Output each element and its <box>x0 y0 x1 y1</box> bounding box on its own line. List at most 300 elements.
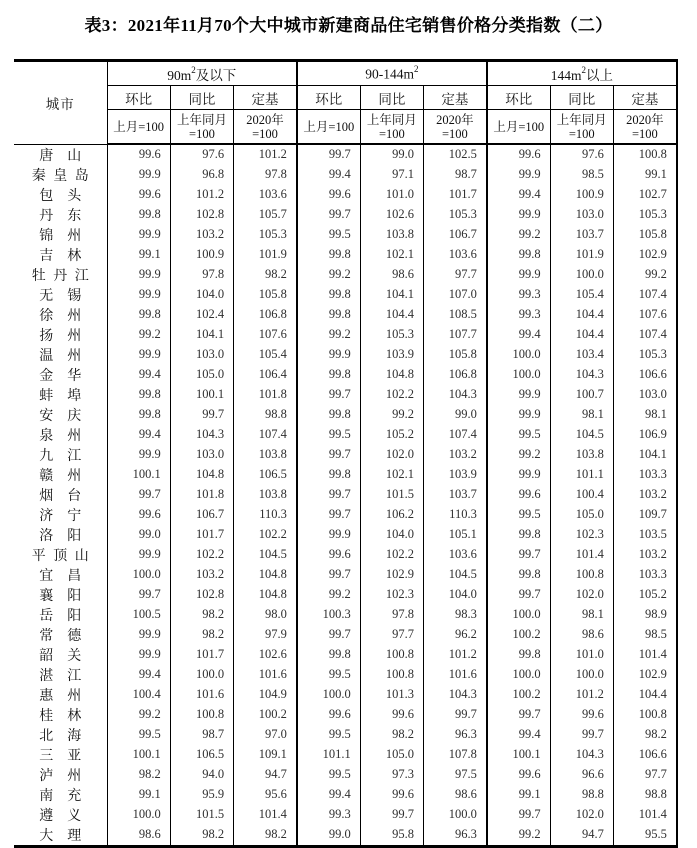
index-value: 99.5 <box>297 225 360 245</box>
index-value: 100.9 <box>170 245 233 265</box>
table-row <box>14 165 677 185</box>
index-value: 101.4 <box>613 805 676 825</box>
base-header-2020 <box>424 110 487 145</box>
index-value: 97.1 <box>360 165 423 185</box>
table-row <box>14 285 677 305</box>
index-value: 99.6 <box>487 144 550 165</box>
city-name <box>14 165 107 185</box>
index-value: 99.7 <box>487 585 550 605</box>
index-value: 99.0 <box>360 144 423 165</box>
index-value: 103.9 <box>424 465 487 485</box>
index-value: 99.8 <box>297 305 360 325</box>
city-name <box>14 545 107 565</box>
index-value: 100.4 <box>107 685 170 705</box>
city-name <box>14 144 107 165</box>
index-value: 99.9 <box>107 285 170 305</box>
index-value: 98.7 <box>170 725 233 745</box>
city-name-text: 湛 江 <box>39 668 82 684</box>
index-value: 101.7 <box>170 525 233 545</box>
base-line: 上月=100 <box>303 119 355 134</box>
table-row <box>14 325 677 345</box>
city-name <box>14 525 107 545</box>
index-value: 99.2 <box>487 225 550 245</box>
index-value: 103.2 <box>424 445 487 465</box>
page-title: 表3：2021年11月70个大中城市新建商品住宅销售价格分类指数（二） <box>84 16 613 35</box>
index-value: 94.7 <box>234 765 297 785</box>
index-value: 99.5 <box>297 665 360 685</box>
table-row <box>14 685 677 705</box>
index-value: 104.8 <box>234 565 297 585</box>
index-value: 105.3 <box>234 225 297 245</box>
index-value: 104.3 <box>170 425 233 445</box>
index-value: 99.8 <box>297 405 360 425</box>
index-value: 104.3 <box>550 745 613 765</box>
index-value: 105.3 <box>613 345 676 365</box>
table-row <box>14 265 677 285</box>
index-value: 99.7 <box>550 725 613 745</box>
index-value: 110.3 <box>424 505 487 525</box>
index-value: 109.1 <box>234 745 297 765</box>
index-value: 104.0 <box>424 585 487 605</box>
index-value: 96.8 <box>170 165 233 185</box>
base-header-prev-month <box>107 110 170 145</box>
index-value: 99.6 <box>297 185 360 205</box>
index-value: 99.6 <box>360 785 423 805</box>
index-value: 98.2 <box>170 825 233 847</box>
base-header-prev-year <box>170 110 233 145</box>
index-value: 100.0 <box>550 665 613 685</box>
city-name <box>14 465 107 485</box>
index-value: 99.7 <box>297 144 360 165</box>
index-value: 101.3 <box>360 685 423 705</box>
index-value: 100.0 <box>170 665 233 685</box>
index-value: 100.8 <box>613 705 676 725</box>
index-value: 101.8 <box>234 385 297 405</box>
index-value: 98.6 <box>550 625 613 645</box>
city-name <box>14 665 107 685</box>
index-value: 103.7 <box>550 225 613 245</box>
table-row <box>14 345 677 365</box>
measure-header-fixed-base: 定基 <box>424 86 487 110</box>
index-value: 102.8 <box>170 205 233 225</box>
index-value: 97.7 <box>424 265 487 285</box>
index-value: 107.4 <box>613 285 676 305</box>
table-row <box>14 485 677 505</box>
index-value: 102.2 <box>170 545 233 565</box>
table-row <box>14 805 677 825</box>
index-value: 101.8 <box>170 485 233 505</box>
table-row <box>14 725 677 745</box>
city-name <box>14 205 107 225</box>
index-value: 100.1 <box>107 465 170 485</box>
base-line: 上月=100 <box>493 119 545 134</box>
city-name <box>14 365 107 385</box>
index-value: 104.1 <box>360 285 423 305</box>
index-value: 99.8 <box>297 285 360 305</box>
index-value: 104.3 <box>550 365 613 385</box>
index-value: 105.8 <box>424 345 487 365</box>
index-value: 103.3 <box>613 565 676 585</box>
city-name <box>14 185 107 205</box>
index-value: 104.8 <box>234 585 297 605</box>
index-value: 99.6 <box>107 185 170 205</box>
base-line: =100 <box>252 126 278 141</box>
index-value: 99.9 <box>107 265 170 285</box>
index-value: 107.7 <box>424 325 487 345</box>
index-value: 101.0 <box>360 185 423 205</box>
index-value: 99.8 <box>107 305 170 325</box>
index-value: 99.7 <box>487 545 550 565</box>
table-body <box>14 144 677 846</box>
index-value: 99.3 <box>487 285 550 305</box>
base-line: 上年同月 <box>556 112 607 127</box>
index-value: 101.6 <box>170 685 233 705</box>
index-value: 99.7 <box>297 625 360 645</box>
index-value: 104.5 <box>424 565 487 585</box>
index-value: 107.8 <box>424 745 487 765</box>
index-value: 104.5 <box>550 425 613 445</box>
index-value: 99.8 <box>107 385 170 405</box>
index-value: 105.8 <box>234 285 297 305</box>
index-value: 99.7 <box>297 385 360 405</box>
index-value: 97.3 <box>360 765 423 785</box>
index-value: 99.6 <box>107 144 170 165</box>
city-name <box>14 445 107 465</box>
city-name-text: 济 宁 <box>39 508 82 524</box>
index-value: 101.5 <box>360 485 423 505</box>
base-header-prev-month <box>297 110 360 145</box>
city-name-text: 安 庆 <box>39 408 82 424</box>
city-name-text: 牡丹江 <box>31 268 89 284</box>
base-header-prev-year <box>550 110 613 145</box>
index-value: 107.6 <box>234 325 297 345</box>
index-value: 99.9 <box>487 385 550 405</box>
index-value: 99.7 <box>487 705 550 725</box>
city-name-text: 秦皇岛 <box>31 168 89 184</box>
index-value: 100.0 <box>297 685 360 705</box>
index-value: 103.6 <box>424 245 487 265</box>
index-value: 103.0 <box>550 205 613 225</box>
index-value: 103.9 <box>360 345 423 365</box>
group-header-90-144 <box>297 61 487 86</box>
city-name <box>14 805 107 825</box>
index-value: 102.8 <box>170 585 233 605</box>
base-line: 2020年 <box>246 112 284 127</box>
index-value: 99.9 <box>107 545 170 565</box>
index-value: 98.5 <box>550 165 613 185</box>
city-name-text: 吉 林 <box>39 248 82 264</box>
index-value: 99.4 <box>487 185 550 205</box>
index-value: 102.0 <box>550 805 613 825</box>
index-value: 103.2 <box>170 225 233 245</box>
city-name-text: 徐 州 <box>39 308 82 324</box>
index-value: 101.4 <box>550 545 613 565</box>
index-value: 104.4 <box>613 685 676 705</box>
index-value: 99.8 <box>297 365 360 385</box>
index-value: 95.6 <box>234 785 297 805</box>
index-value: 101.9 <box>234 245 297 265</box>
city-name <box>14 505 107 525</box>
index-value: 102.0 <box>360 445 423 465</box>
index-value: 99.8 <box>487 645 550 665</box>
index-value: 99.6 <box>487 485 550 505</box>
index-value: 100.1 <box>487 745 550 765</box>
index-value: 100.8 <box>550 565 613 585</box>
index-value: 100.0 <box>107 805 170 825</box>
index-value: 99.1 <box>107 785 170 805</box>
index-value: 100.8 <box>360 665 423 685</box>
index-value: 101.7 <box>424 185 487 205</box>
index-value: 99.9 <box>297 345 360 365</box>
city-name <box>14 485 107 505</box>
index-value: 99.8 <box>107 405 170 425</box>
index-value: 97.9 <box>234 625 297 645</box>
index-value: 99.5 <box>297 725 360 745</box>
city-name-text: 包 头 <box>39 188 82 204</box>
index-value: 100.2 <box>487 625 550 645</box>
index-value: 104.1 <box>613 445 676 465</box>
index-value: 104.4 <box>360 305 423 325</box>
index-value: 99.5 <box>487 425 550 445</box>
index-value: 97.6 <box>550 144 613 165</box>
index-value: 103.3 <box>613 465 676 485</box>
base-header-prev-year <box>360 110 423 145</box>
index-value: 99.3 <box>297 805 360 825</box>
city-name <box>14 265 107 285</box>
index-value: 99.5 <box>107 725 170 745</box>
index-value: 99.4 <box>107 425 170 445</box>
index-value: 104.4 <box>550 305 613 325</box>
city-name-text: 洛 阳 <box>39 528 82 544</box>
index-value: 94.0 <box>170 765 233 785</box>
sq-meter-sup: 2 <box>191 65 196 75</box>
base-header-2020 <box>234 110 297 145</box>
index-value: 107.4 <box>234 425 297 445</box>
group-label: 90-144m <box>365 66 414 82</box>
index-value: 99.2 <box>297 265 360 285</box>
index-value: 99.0 <box>297 825 360 847</box>
index-value: 101.2 <box>550 685 613 705</box>
index-value: 106.8 <box>234 305 297 325</box>
city-name-text: 唐 山 <box>39 148 82 164</box>
base-line: 上月=100 <box>113 119 165 134</box>
index-value: 99.6 <box>360 705 423 725</box>
index-value: 101.2 <box>234 144 297 165</box>
index-value: 106.4 <box>234 365 297 385</box>
index-value: 100.8 <box>170 705 233 725</box>
index-value: 103.8 <box>550 445 613 465</box>
index-value: 98.7 <box>424 165 487 185</box>
index-value: 100.0 <box>487 605 550 625</box>
index-value: 102.3 <box>550 525 613 545</box>
index-value: 100.0 <box>550 265 613 285</box>
city-name <box>14 585 107 605</box>
index-value: 105.0 <box>550 505 613 525</box>
city-name-text: 锦 州 <box>39 228 82 244</box>
index-value: 100.4 <box>550 485 613 505</box>
index-value: 101.9 <box>550 245 613 265</box>
city-name <box>14 405 107 425</box>
base-line: 上年同月 <box>176 112 227 127</box>
index-value: 107.6 <box>613 305 676 325</box>
city-name <box>14 425 107 445</box>
table-row <box>14 445 677 465</box>
index-value: 104.5 <box>234 545 297 565</box>
index-value: 99.5 <box>297 425 360 445</box>
index-value: 99.2 <box>360 405 423 425</box>
city-name <box>14 325 107 345</box>
index-value: 99.4 <box>297 165 360 185</box>
table-row <box>14 525 677 545</box>
index-value: 101.1 <box>550 465 613 485</box>
sq-meter-sup: 2 <box>581 65 586 75</box>
index-value: 98.8 <box>234 405 297 425</box>
index-value: 102.1 <box>360 465 423 485</box>
index-value: 98.6 <box>424 785 487 805</box>
index-value: 99.2 <box>613 265 676 285</box>
city-name-text: 三 亚 <box>39 748 82 764</box>
index-value: 105.8 <box>613 225 676 245</box>
index-value: 99.3 <box>487 305 550 325</box>
index-value: 102.9 <box>613 245 676 265</box>
table-row <box>14 825 677 847</box>
city-name-text: 岳 阳 <box>39 608 82 624</box>
city-name <box>14 245 107 265</box>
table-row <box>14 625 677 645</box>
city-name-text: 金 华 <box>39 368 82 384</box>
index-value: 104.8 <box>360 365 423 385</box>
base-header-2020 <box>613 110 676 145</box>
index-value: 99.6 <box>550 705 613 725</box>
city-name <box>14 825 107 847</box>
index-value: 98.8 <box>613 785 676 805</box>
index-value: 106.9 <box>613 425 676 445</box>
index-value: 99.7 <box>424 705 487 725</box>
city-name-text: 大 理 <box>39 828 82 844</box>
index-value: 99.9 <box>487 405 550 425</box>
index-value: 106.7 <box>424 225 487 245</box>
city-name-text: 桂 林 <box>39 708 82 724</box>
index-value: 103.8 <box>234 445 297 465</box>
city-name <box>14 625 107 645</box>
index-value: 101.2 <box>424 645 487 665</box>
index-value: 98.2 <box>613 725 676 745</box>
index-value: 99.9 <box>107 625 170 645</box>
index-value: 97.7 <box>360 625 423 645</box>
index-value: 100.8 <box>360 645 423 665</box>
table-row <box>14 605 677 625</box>
index-value: 107.4 <box>613 325 676 345</box>
index-value: 99.8 <box>107 205 170 225</box>
index-value: 99.8 <box>487 565 550 585</box>
table-row <box>14 385 677 405</box>
city-name-text: 北 海 <box>39 728 82 744</box>
index-value: 99.4 <box>297 785 360 805</box>
index-value: 105.3 <box>360 325 423 345</box>
table-row <box>14 665 677 685</box>
index-value: 99.7 <box>297 505 360 525</box>
index-value: 99.2 <box>487 445 550 465</box>
index-value: 104.0 <box>170 285 233 305</box>
index-value: 100.1 <box>107 745 170 765</box>
index-value: 98.5 <box>613 625 676 645</box>
index-value: 102.5 <box>424 144 487 165</box>
index-value: 104.0 <box>360 525 423 545</box>
city-name-text: 惠 州 <box>39 688 82 704</box>
city-name-text: 韶 关 <box>39 648 82 664</box>
base-line: 2020年 <box>626 112 664 127</box>
index-value: 98.1 <box>550 605 613 625</box>
index-value: 100.2 <box>487 685 550 705</box>
table-row <box>14 645 677 665</box>
base-line: =100 <box>189 126 215 141</box>
base-line: =100 <box>442 126 468 141</box>
index-value: 102.2 <box>360 545 423 565</box>
index-value: 100.7 <box>550 385 613 405</box>
city-name <box>14 765 107 785</box>
index-value: 99.1 <box>613 165 676 185</box>
index-value: 98.6 <box>107 825 170 847</box>
city-name <box>14 605 107 625</box>
group-header-144-above <box>487 61 677 86</box>
measure-header-yoy: 同比 <box>170 86 233 110</box>
index-value: 102.2 <box>234 525 297 545</box>
index-value: 105.4 <box>234 345 297 365</box>
index-value: 99.9 <box>487 205 550 225</box>
index-value: 101.2 <box>170 185 233 205</box>
city-column-header: 城市 <box>14 61 107 145</box>
table-row <box>14 705 677 725</box>
index-value: 98.6 <box>360 265 423 285</box>
index-value: 105.2 <box>613 585 676 605</box>
table-row <box>14 305 677 325</box>
measure-header-fixed-base: 定基 <box>613 86 676 110</box>
group-label: 及以下 <box>195 67 237 83</box>
table-row <box>14 245 677 265</box>
index-value: 97.0 <box>234 725 297 745</box>
city-name-text: 常 德 <box>39 628 82 644</box>
index-value: 99.9 <box>487 465 550 485</box>
index-value: 102.9 <box>613 665 676 685</box>
city-name-text: 丹 东 <box>39 208 82 224</box>
index-value: 106.5 <box>170 745 233 765</box>
city-name <box>14 225 107 245</box>
index-value: 98.9 <box>613 605 676 625</box>
table-row <box>14 545 677 565</box>
index-value: 106.7 <box>170 505 233 525</box>
index-value: 98.8 <box>550 785 613 805</box>
index-value: 99.2 <box>297 325 360 345</box>
index-value: 100.9 <box>550 185 613 205</box>
index-value: 98.3 <box>424 605 487 625</box>
index-value: 104.3 <box>424 385 487 405</box>
index-value: 100.2 <box>234 705 297 725</box>
table-row <box>14 225 677 245</box>
city-name-text: 平顶山 <box>31 548 89 564</box>
index-value: 95.9 <box>170 785 233 805</box>
index-value: 99.7 <box>297 485 360 505</box>
table-row <box>14 185 677 205</box>
index-value: 101.6 <box>424 665 487 685</box>
index-value: 99.2 <box>107 325 170 345</box>
index-value: 106.6 <box>613 365 676 385</box>
index-value: 103.8 <box>234 485 297 505</box>
index-value: 99.2 <box>297 585 360 605</box>
index-value: 95.8 <box>360 825 423 847</box>
index-value: 106.8 <box>424 365 487 385</box>
base-line: =100 <box>568 126 595 141</box>
index-value: 99.4 <box>107 365 170 385</box>
